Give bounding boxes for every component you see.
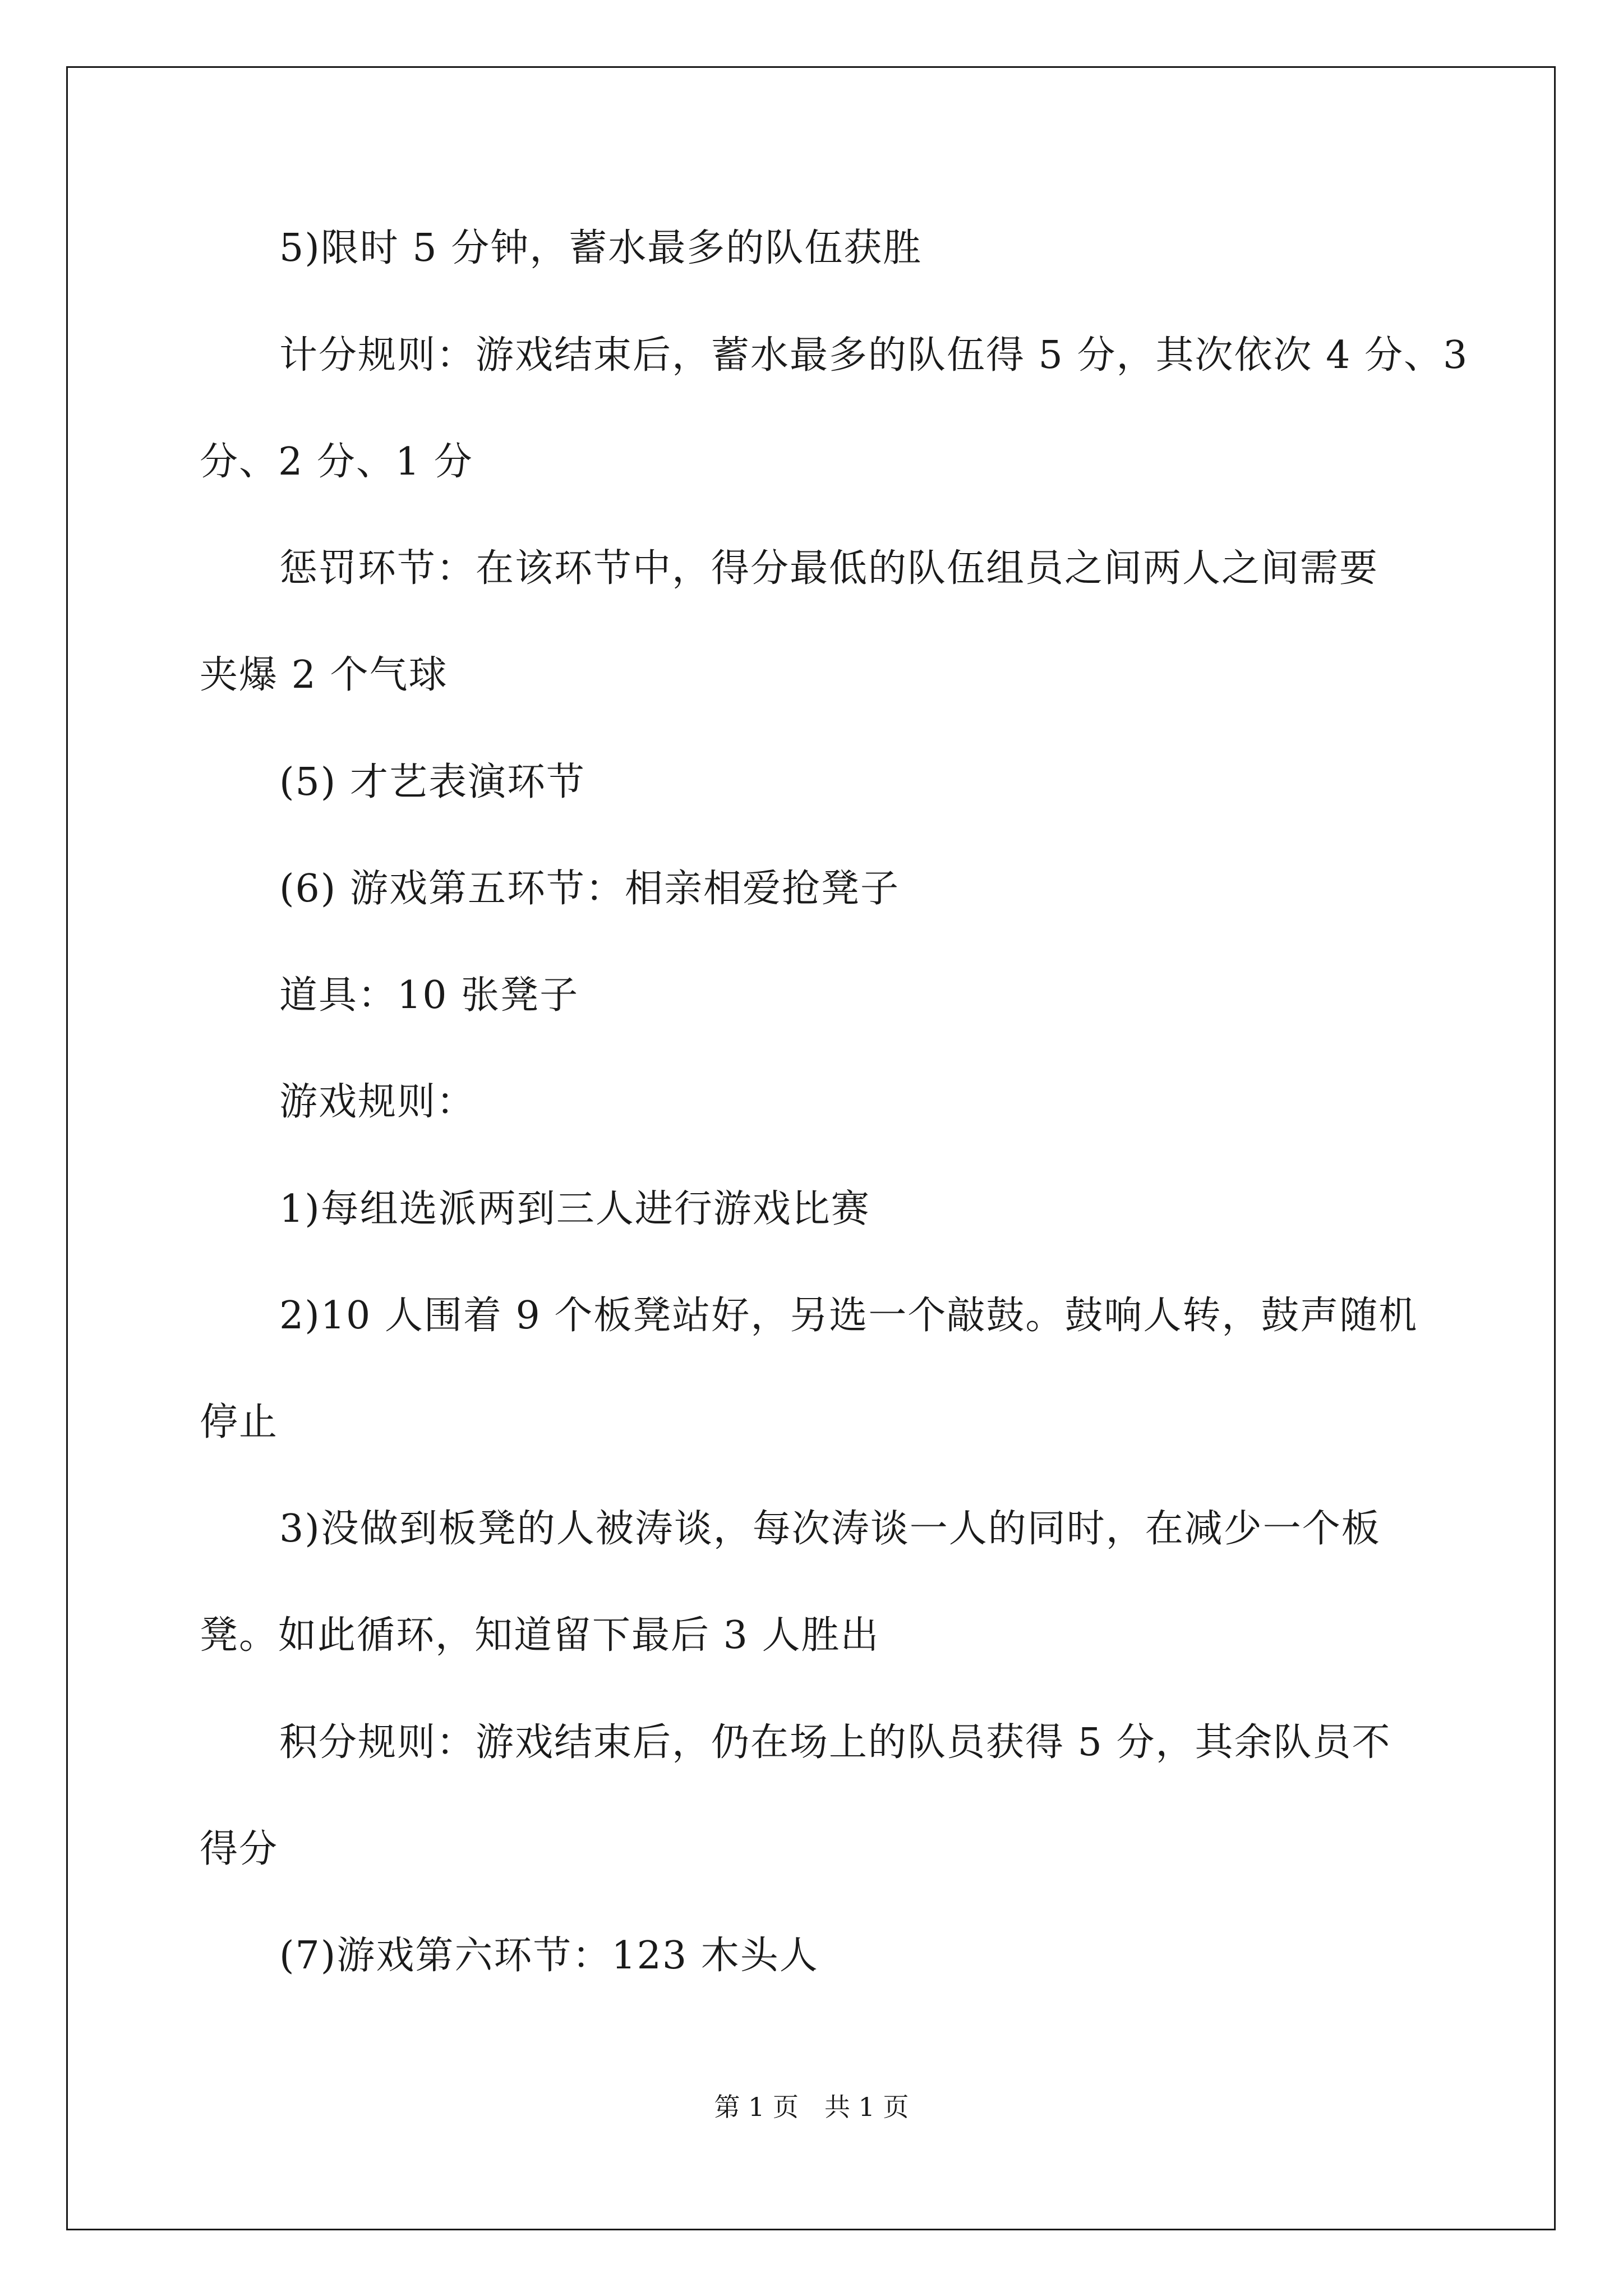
text-line: 计分规则：游戏结束后，蓄水最多的队伍得 5 分，其次依次 4 分、3	[279, 333, 1469, 378]
text-line: 夹爆 2 个气球	[200, 653, 448, 697]
text-line: (6) 游戏第五环节：相亲相爱抢凳子	[279, 867, 900, 911]
text-line: 1)每组选派两到三人进行游戏比赛	[279, 1187, 870, 1231]
page-total: 共 1 页	[824, 2092, 909, 2122]
text-line: 5)限时 5 分钟，蓄水最多的队伍获胜	[279, 226, 923, 270]
text-line: 3)没做到板凳的人被涛谈，每次涛谈一人的同时，在减少一个板	[279, 1507, 1381, 1551]
page-number: 第 1 页	[714, 2092, 799, 2122]
text-line: (5) 才艺表演环节	[279, 760, 585, 804]
text-line: 分、2 分、1 分	[200, 440, 473, 484]
text-line: 惩罚环节：在该环节中，得分最低的队伍组员之间两人之间需要	[279, 546, 1379, 591]
page-footer	[0, 2091, 1623, 2123]
text-line: 凳。如此循环，知道留下最后 3 人胜出	[200, 1613, 880, 1658]
text-line: 停止	[200, 1400, 279, 1444]
text-line: 游戏规则：	[279, 1080, 476, 1124]
text-line: (7)游戏第六环节：123 木头人	[279, 1934, 819, 1978]
text-line: 得分	[200, 1827, 279, 1871]
page-border	[66, 66, 1556, 2230]
text-line: 2)10 人围着 9 个板凳站好，另选一个敲鼓。鼓响人转，鼓声随机	[279, 1294, 1418, 1338]
text-line: 道具：10 张凳子	[279, 973, 579, 1018]
text-line: 积分规则：游戏结束后，仍在场上的队员获得 5 分，其余队员不	[279, 1720, 1391, 1765]
